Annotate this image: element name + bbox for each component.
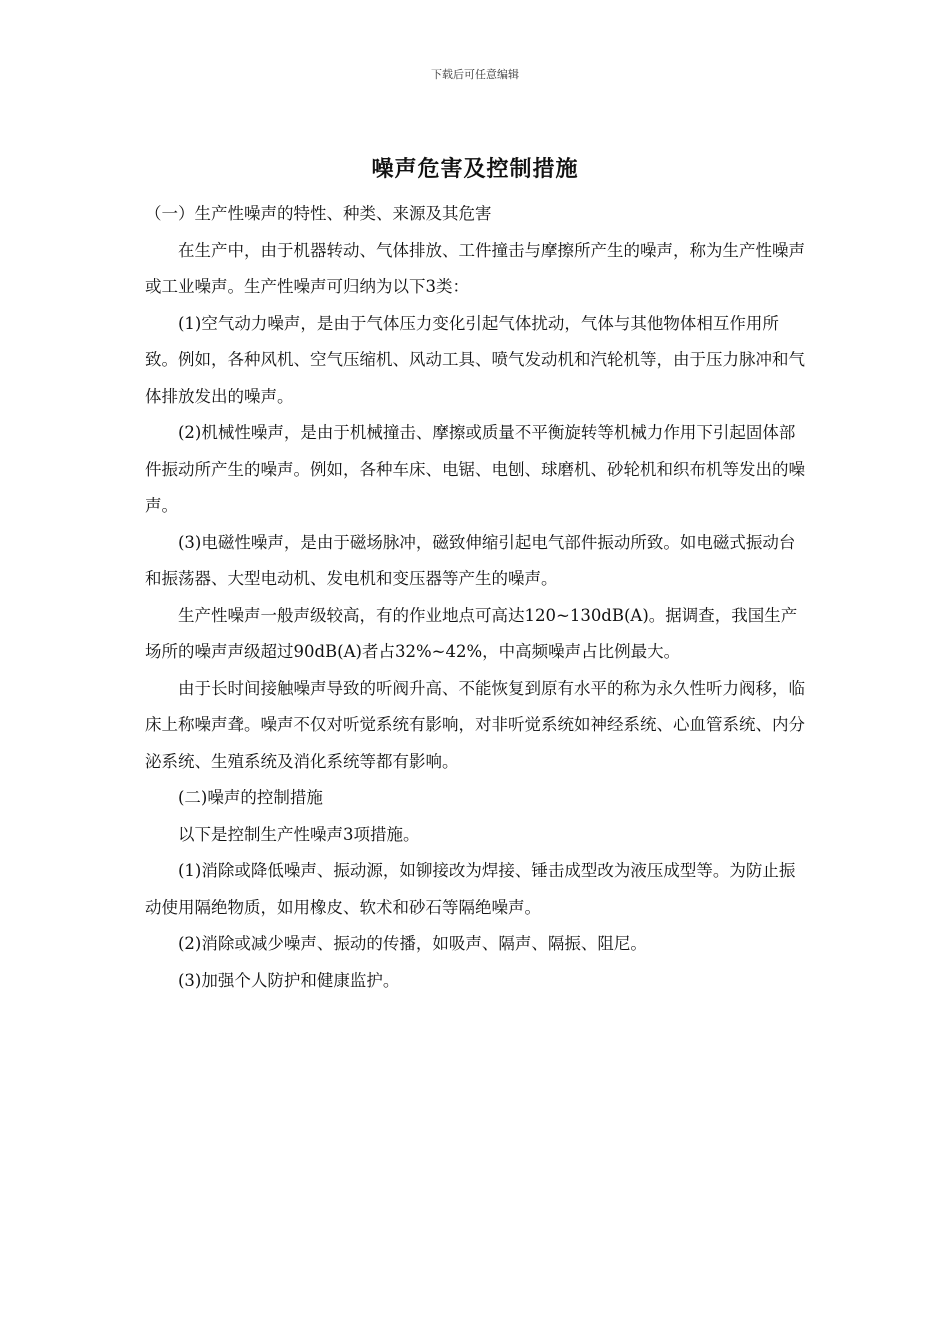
section-heading-1: （一）生产性噪声的特性、种类、来源及其危害 bbox=[145, 204, 492, 223]
paragraph-measure-1: (1)消除或降低噪声、振动源，如铆接改为焊接、锤击成型改为液压成型等。为防止振动使用隔绝物质，如用橡皮、软术和砂石等隔绝噪声。 bbox=[145, 861, 796, 917]
paragraph-hazards: 由于长时间接触噪声导致的听阀升高、不能恢复到原有水平的称为永久性听力阀移，临床上称噪声聋。噪声不仅对听觉系统有影响，对非听觉系统如神经系统、心血管系统、内分泌系统、生殖系统及消化系统等都有影响。 bbox=[145, 678, 805, 771]
paragraph-measure-3: (3)加强个人防护和健康监护。 bbox=[178, 970, 400, 990]
paragraph-intro: 在生产中，由于机器转动、气体排放、工件撞击与摩擦所产生的噪声，称为生产性噪声或工业噪声。生产性噪声可归纳为以下3类： bbox=[145, 240, 805, 296]
paragraph-measure-2: (2)消除或减少噪声、振动的传播，如吸声、隔声、隔振、阻尼。 bbox=[178, 934, 647, 953]
paragraph-measures-intro: 以下是控制生产性噪声3项措施。 bbox=[178, 824, 420, 844]
paragraph-noise-levels: 生产性噪声一般声级较高，有的作业地点可高达120~130dB(A)。据调查，我国生产场所的噪声声级超过90dB(A)者占32%~42%，中高频噪声占比例最大。 bbox=[145, 605, 798, 661]
header-note: 下载后可任意编辑 bbox=[431, 68, 519, 81]
section-heading-2: (二)噪声的控制措施 bbox=[178, 788, 323, 807]
document-body bbox=[145, 196, 807, 999]
document-title: 噪声危害及控制措施 bbox=[371, 157, 579, 182]
paragraph-aerodynamic-noise: (1)空气动力噪声，是由于气体压力变化引起气体扰动，气体与其他物体相互作用所致。例如，各种风机、空气压缩机、风动工具、喷气发动机和汽轮机等，由于压力脉冲和气体排放发出的噪声。 bbox=[145, 313, 805, 406]
paragraph-mechanical-noise: (2)机械性噪声，是由于机械撞击、摩擦或质量不平衡旋转等机械力作用下引起固体部件振动所产生的噪声。例如，各种车床、电锯、电刨、球磨机、砂轮机和织布机等发出的噪声。 bbox=[145, 423, 805, 515]
paragraph-electromagnetic-noise: (3)电磁性噪声，是由于磁场脉冲，磁致伸缩引起电气部件振动所致。如电磁式振动台和振荡器、大型电动机、发电机和变压器等产生的噪声。 bbox=[145, 532, 796, 588]
